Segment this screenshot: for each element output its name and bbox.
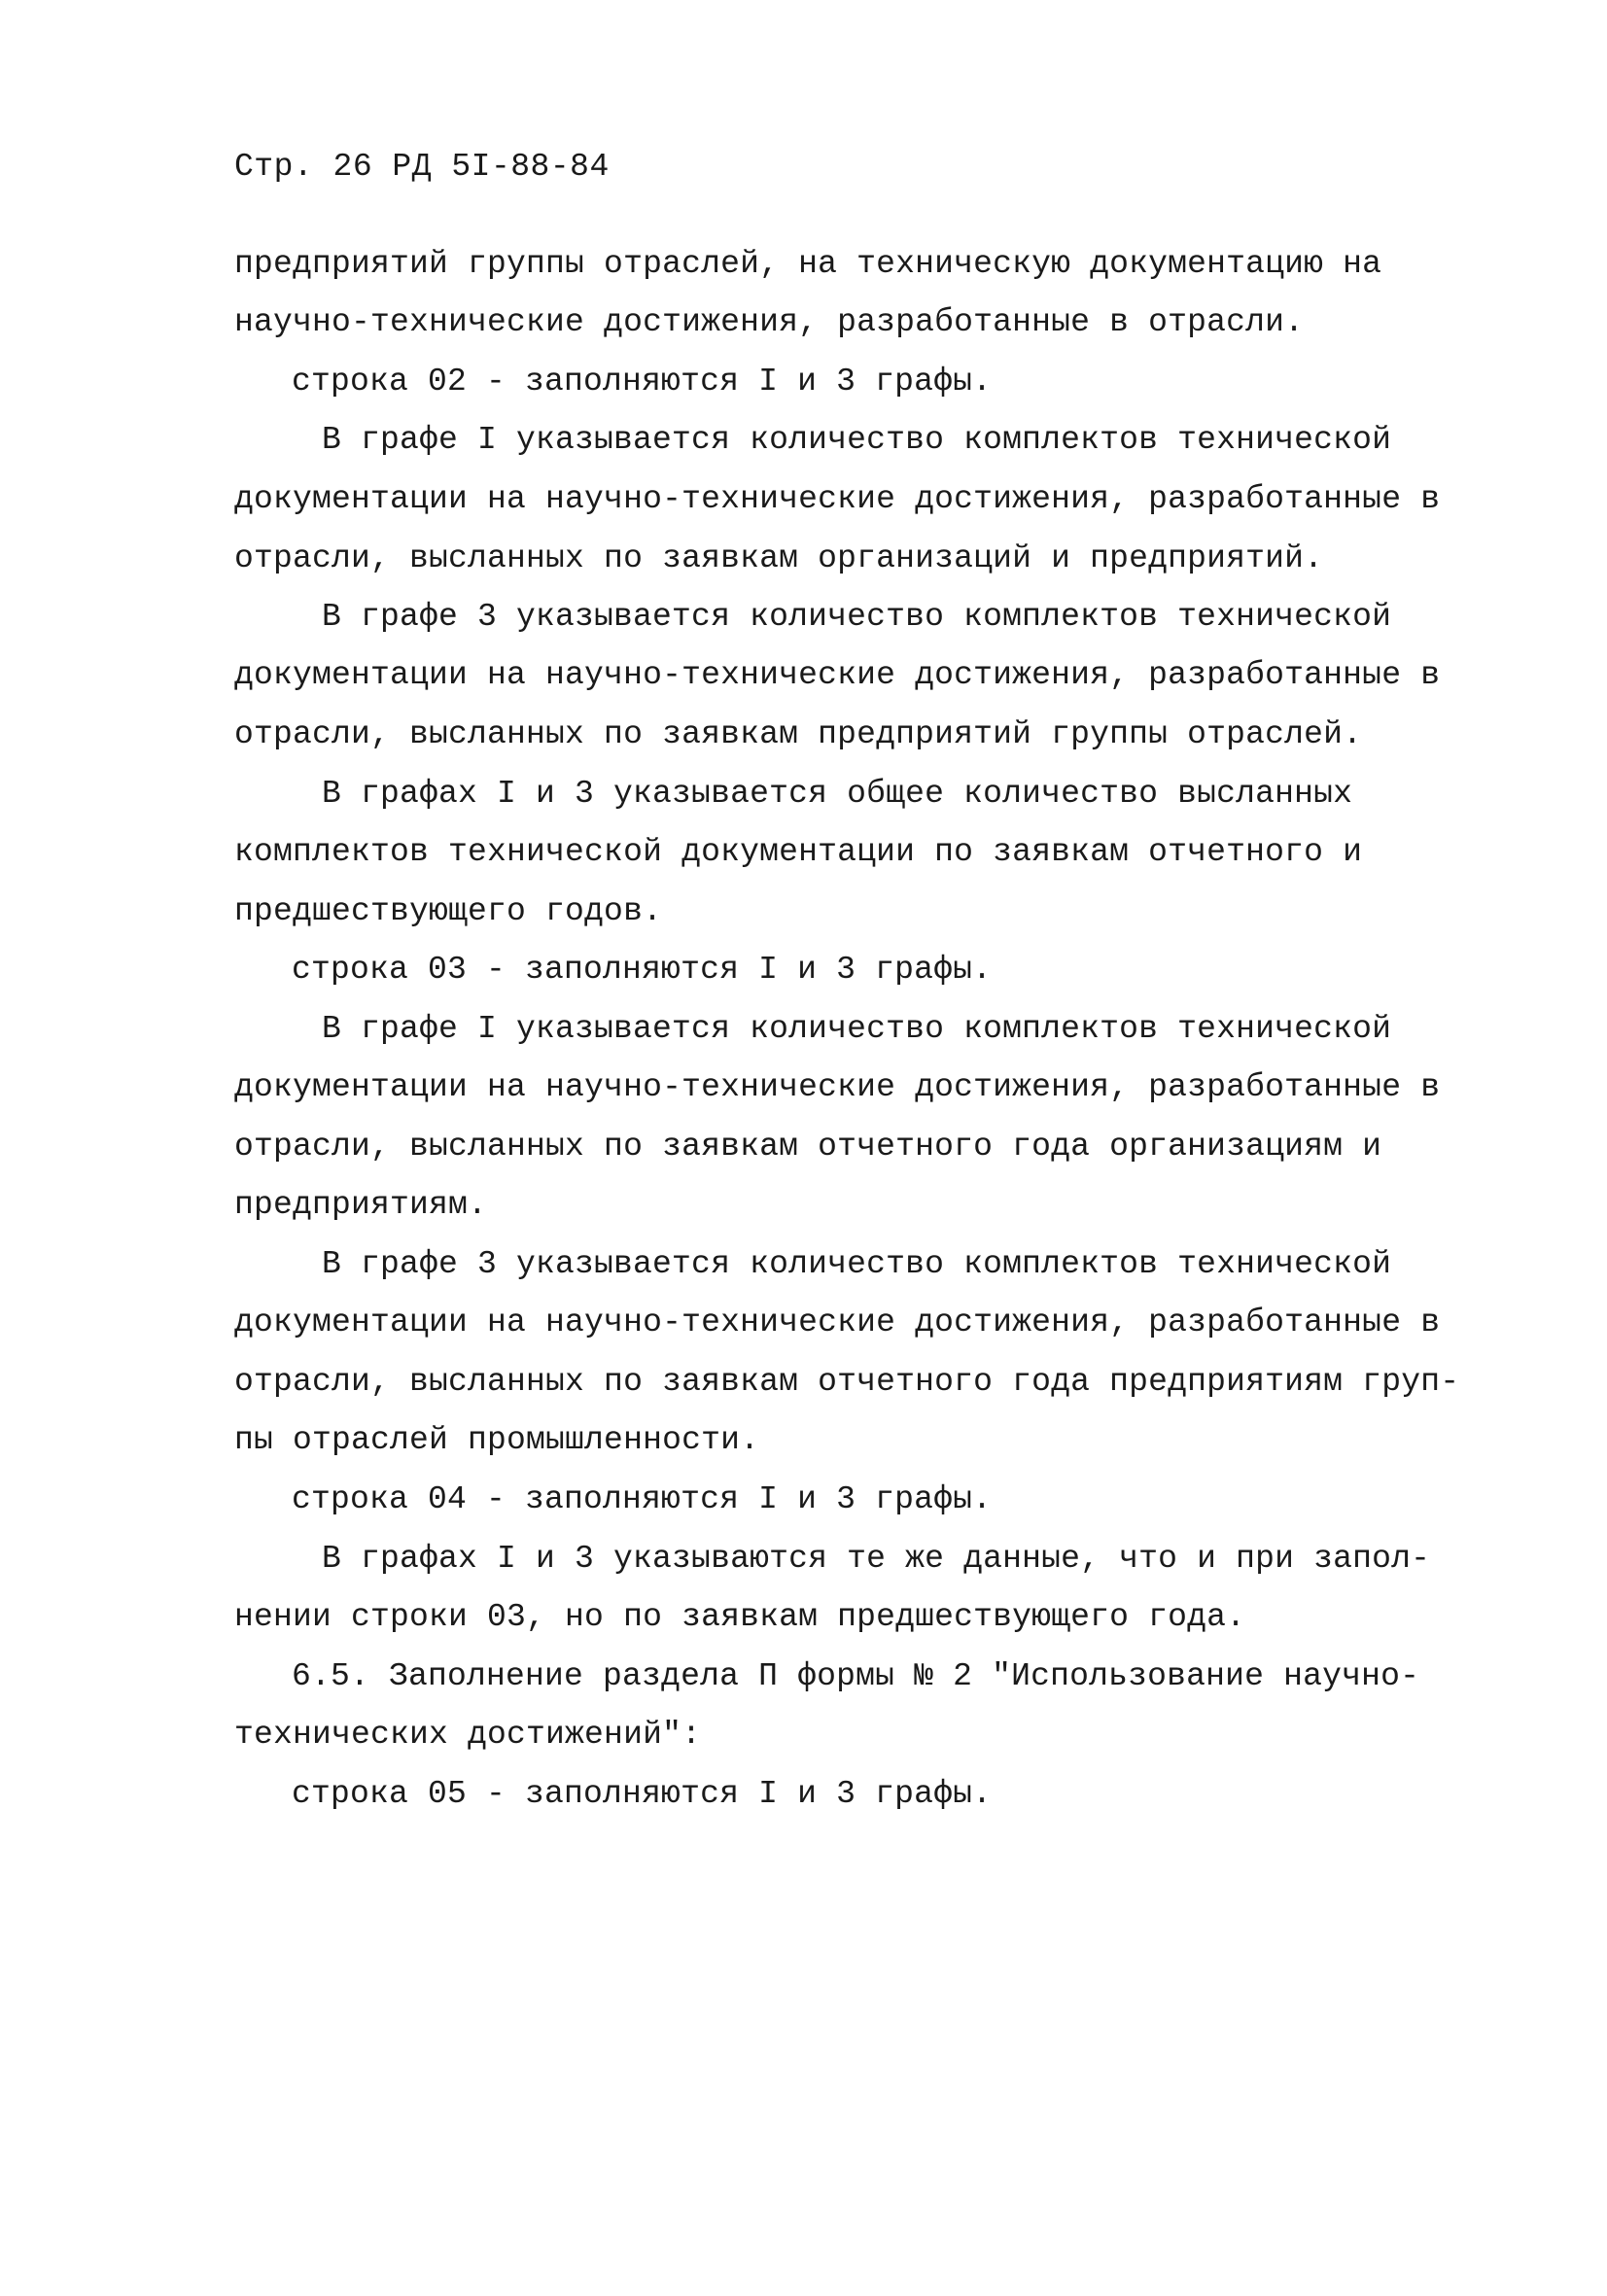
text-line: предприятий группы отраслей, на техническую документацию на xyxy=(234,246,1382,282)
text-line: В графе I указывается количество комплектов технической xyxy=(322,1011,1392,1047)
text-line: В графах I и 3 указывается общее количество высланных xyxy=(322,776,1353,812)
text-line: В графах I и 3 указываются те же данные, что и при запол- xyxy=(322,1541,1431,1577)
text-line: строка 02 - заполняются I и 3 графы. xyxy=(292,364,993,400)
text-line: 6.5. Заполнение раздела П формы № 2 "Использование научно- xyxy=(292,1658,1420,1694)
text-line: отрасли, высланных по заявкам отчетного года организациям и xyxy=(234,1129,1382,1165)
text-line: отрасли, высланных по заявкам организаций и предприятий. xyxy=(234,540,1324,576)
text-line: предшествующего годов. xyxy=(234,893,663,929)
text-line: В графе I указывается количество комплектов технической xyxy=(322,422,1392,458)
text-line: комплектов технической документации по заявкам отчетного и xyxy=(234,834,1363,870)
text-line: пы отраслей промышленности. xyxy=(234,1422,760,1458)
text-line: В графе 3 указывается количество комплектов технической xyxy=(322,599,1392,635)
text-line: документации на научно-технические достижения, разработанные в xyxy=(234,657,1441,693)
text-line: строка 05 - заполняются I и 3 графы. xyxy=(292,1776,993,1812)
text-line: отрасли, высланных по заявкам предприятий группы отраслей. xyxy=(234,716,1363,752)
text-line: документации на научно-технические достижения, разработанные в xyxy=(234,481,1441,517)
text-line: документации на научно-технические достижения, разработанные в xyxy=(234,1305,1441,1340)
text-line: предприятиям. xyxy=(234,1187,488,1223)
text-line: отрасли, высланных по заявкам отчетного года предприятиям груп- xyxy=(234,1364,1460,1400)
page-header: Стр. 26 РД 5I-88-84 xyxy=(234,149,610,185)
text-line: В графе 3 указывается количество комплектов технической xyxy=(322,1246,1392,1282)
text-line: технических достижений": xyxy=(234,1717,702,1753)
text-line: научно-технические достижения, разработанные в отрасли. xyxy=(234,304,1305,340)
text-line: строка 04 - заполняются I и 3 графы. xyxy=(292,1481,993,1517)
text-line: строка 03 - заполняются I и 3 графы. xyxy=(292,952,993,988)
text-line: документации на научно-технические достижения, разработанные в xyxy=(234,1069,1441,1105)
text-line: нении строки 03, но по заявкам предшествующего года. xyxy=(234,1599,1246,1635)
